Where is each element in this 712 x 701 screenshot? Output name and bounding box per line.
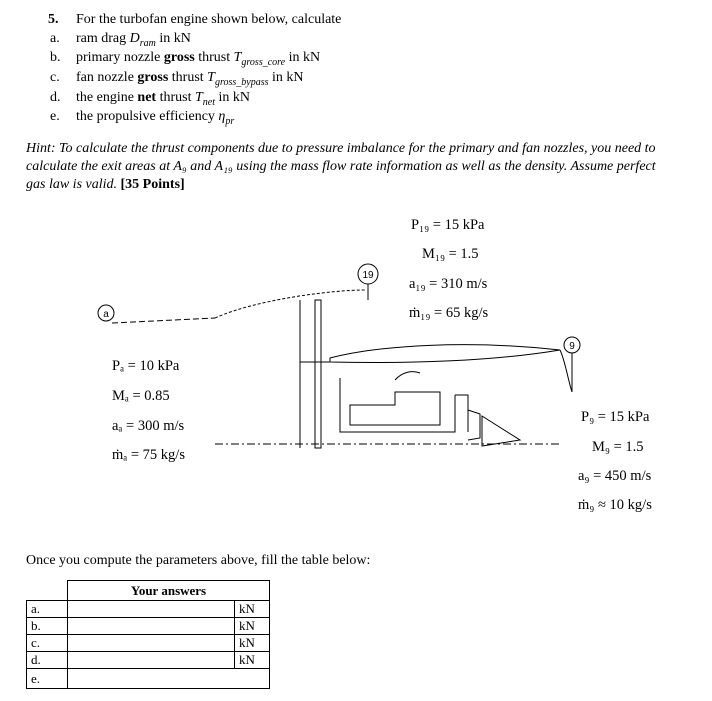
row-b-label: b. <box>27 618 68 635</box>
hint-text: Hint: To calculate the thrust components due to pressure imbalance for the primary and fan nozzles, you need to calculate the exit areas at A₉ and A₁₉ using the mass flow rate information as well as the density. Assume perfect gas law is valid. <box>26 141 656 192</box>
turbine-section <box>455 395 468 432</box>
item-d-bold: net <box>137 90 157 105</box>
station-9-sound-speed: a₉ = 450 m/s <box>578 468 652 484</box>
table-row-c <box>27 635 270 652</box>
table-intro: Once you compute the parameters above, fill the table below: <box>26 553 371 568</box>
station-a-sound-speed: aₐ = 300 m/s <box>112 418 185 434</box>
item-a-symbol: D <box>129 31 140 46</box>
item-a-label: a. <box>50 31 60 46</box>
row-e-answer-cell[interactable] <box>68 669 270 689</box>
station-a-pressure: Pₐ = 10 kPa <box>112 358 180 374</box>
table-row-b <box>27 618 270 635</box>
item-c-symbol: T <box>207 70 215 85</box>
fan-blade <box>315 300 321 448</box>
table-header-row <box>27 581 270 601</box>
row-a-label: a. <box>27 601 68 618</box>
item-c-mid: thrust <box>168 70 208 85</box>
core-nozzle <box>468 410 480 440</box>
freestream-streamline <box>112 318 215 323</box>
table-row-d <box>27 652 270 669</box>
item-e-pre: the propulsive efficiency <box>76 109 219 124</box>
station-a-mass-flow: ṁₐ = 75 kg/s <box>112 447 185 463</box>
item-b-pre: primary nozzle <box>76 50 164 65</box>
row-c-label: c. <box>27 635 68 652</box>
row-d-unit: kN <box>235 652 270 669</box>
row-c-unit: kN <box>235 635 270 652</box>
station-19-mach: M₁₉ = 1.5 <box>422 246 479 262</box>
row-b-unit: kN <box>235 618 270 635</box>
question-intro: For the turbofan engine shown below, calculate <box>76 12 342 27</box>
item-e-subscript: pr <box>225 115 235 127</box>
row-e-label: e. <box>27 669 68 689</box>
item-a-subscript: ram <box>139 37 156 49</box>
table-header: Your answers <box>68 581 270 601</box>
item-c-label: c. <box>50 70 60 85</box>
item-c-post: in kN <box>268 70 304 85</box>
station-9-marker: 9 <box>569 341 575 352</box>
station-19-marker: 19 <box>362 270 374 281</box>
item-d-label: d. <box>50 90 61 105</box>
station-a-marker: a <box>103 309 109 320</box>
item-a-pre: ram drag <box>76 31 130 46</box>
item-b-mid: thrust <box>194 50 234 65</box>
row-a-unit: kN <box>235 601 270 618</box>
table-row-e <box>27 669 270 689</box>
answers-table <box>26 580 270 689</box>
item-b-subscript: gross_core <box>241 56 286 68</box>
item-a-post: in kN <box>155 31 191 46</box>
item-c-pre: fan nozzle <box>76 70 138 85</box>
station-9-pressure: P₉ = 15 kPa <box>581 409 650 425</box>
bypass-streamline <box>560 350 572 392</box>
row-d-label: d. <box>27 652 68 669</box>
table-header-blank <box>27 581 68 601</box>
station-a-mach: Mₐ = 0.85 <box>112 388 170 404</box>
item-b-label: b. <box>50 50 61 65</box>
row-b-answer-cell[interactable] <box>68 618 235 635</box>
station-9-mach: M₉ = 1.5 <box>592 439 644 455</box>
item-e-label: e. <box>50 109 60 124</box>
row-c-answer-cell[interactable] <box>68 635 235 652</box>
item-d-symbol: T <box>194 90 203 105</box>
station-19-sound-speed: a₁₉ = 310 m/s <box>409 276 488 292</box>
item-d-subscript: net <box>202 96 215 108</box>
row-d-answer-cell[interactable] <box>68 652 235 669</box>
station-19-mass-flow: ṁ₁₉ = 65 kg/s <box>409 305 489 321</box>
table-row-a <box>27 601 270 618</box>
core-inner <box>350 392 440 425</box>
row-a-answer-cell[interactable] <box>68 601 235 618</box>
item-b-symbol: T <box>233 50 242 65</box>
item-e-symbol: η <box>218 109 226 124</box>
combustor-curve <box>395 372 420 380</box>
item-c-bold: gross <box>137 70 169 85</box>
capture-streamline <box>215 290 365 318</box>
exhaust-plug <box>482 416 520 446</box>
item-c-subscript: gross_bypass <box>214 76 269 88</box>
nacelle-outer <box>330 345 560 363</box>
item-d-pre: the engine <box>76 90 138 105</box>
question-number: 5. <box>48 12 59 27</box>
item-d-post: in kN <box>215 90 250 105</box>
station-19-pressure: P₁₉ = 15 kPa <box>411 217 485 233</box>
hint-points: [35 Points] <box>120 177 185 192</box>
station-9-mass-flow: ṁ₉ ≈ 10 kg/s <box>578 497 652 513</box>
item-b-post: in kN <box>285 50 321 65</box>
item-b-bold: gross <box>163 50 195 65</box>
item-d-mid: thrust <box>156 90 195 105</box>
